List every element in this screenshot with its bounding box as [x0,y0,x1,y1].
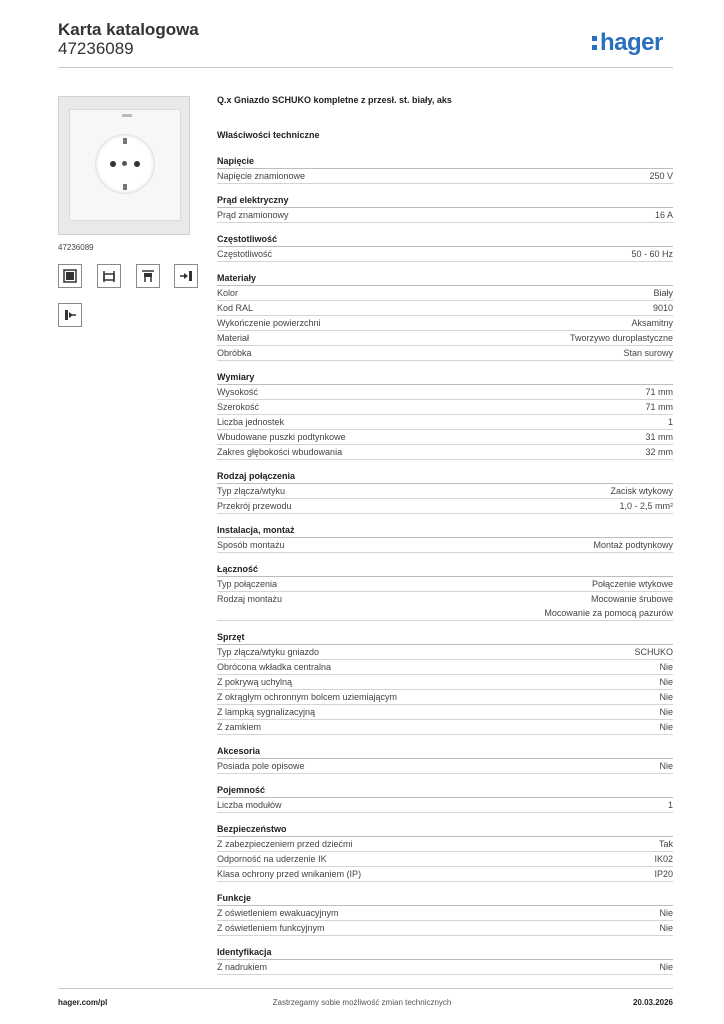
image-caption: 47236089 [58,243,94,252]
spec-row [217,247,673,262]
spec-value [654,852,673,866]
spec-value-line: Nie [659,662,673,672]
logo-mark [592,36,597,50]
product-title: Q.x Gniazdo SCHUKO kompletne z przesł. st. biały, aks [217,95,452,105]
spec-value-line: 31 mm [645,432,673,442]
spec-value-line: Nie [659,722,673,732]
spec-value-line: Nie [659,677,673,687]
spec-value [645,400,673,414]
spec-group [217,155,673,184]
spec-value-line: Mocowanie śrubowe [590,594,673,604]
spec-label: Wbudowane puszki podtynkowe [217,432,346,442]
socket-frame [69,109,181,221]
spec-value-line: Zacisk wtykowy [610,486,673,496]
spec-label: Liczba jednostek [217,417,285,427]
spec-value [659,705,673,719]
spec-value [655,208,673,222]
spec-value-line: Połączenie wtykowe [591,579,673,589]
spec-group-title: Akcesoria [217,745,673,759]
spec-group [217,563,673,621]
spec-value [659,921,673,935]
spec-label: Z zamkiem [217,722,262,732]
spec-row [217,960,673,975]
spec-value-line: Aksamitny [631,318,673,328]
spec-value-line: Nie [659,707,673,717]
spec-group-title: Funkcje [217,892,673,906]
spec-row [217,331,673,346]
spec-group [217,470,673,514]
spec-row [217,690,673,705]
footer-disclaimer: Zastrzegamy sobie możliwość zmian technicznych [272,998,452,1007]
spec-row [217,921,673,936]
spec-value-line: Nie [659,923,673,933]
spec-label: Kod RAL [217,303,254,313]
spec-label: Typ złącza/wtyku [217,486,286,496]
spec-value [634,645,673,659]
spec-row [217,316,673,331]
spec-value-line: 32 mm [645,447,673,457]
spec-value-line: 1 [667,417,673,427]
spec-label: Obróbka [217,348,252,358]
spec-value [668,798,673,812]
spec-label: Typ złącza/wtyku gniazdo [217,647,320,657]
spec-value [653,286,673,300]
spec-row [217,852,673,867]
spec-value-line: 71 mm [645,402,673,412]
spec-value [631,316,673,330]
spec-value-line: 71 mm [645,387,673,397]
surface-mounting-icon [97,264,121,288]
footer-date: 20.03.2026 [632,998,673,1007]
spec-group-title: Pojemność [217,784,673,798]
spec-value-line: 9010 [652,303,673,313]
spec-group-title: Identyfikacja [217,946,673,960]
spec-row [217,906,673,921]
spec-label: Wykończenie powierzchni [217,318,321,328]
spec-value-line: 250 V [649,171,673,181]
spec-row [217,346,673,361]
spec-value [659,660,673,674]
spec-row [217,385,673,400]
spec-label: Prąd znamionowy [217,210,289,220]
page-title: Karta katalogowa [58,20,199,39]
spec-value [631,247,673,261]
spec-row [217,538,673,553]
spec-label: Z oświetleniem ewakuacyjnym [217,908,339,918]
spec-row [217,286,673,301]
spec-row [217,837,673,852]
plug-connection-icon [58,303,82,327]
spec-label: Kolor [217,288,239,298]
spec-value [668,415,673,429]
spec-label: Z okrągłym ochronnym bolcem uziemiającym [217,692,398,702]
logo-text: hager [600,29,663,56]
spec-group-title: Instalacja, montaż [217,524,673,538]
spec-group [217,784,673,813]
spec-label: Z lampką sygnalizacyjną [217,707,316,717]
spec-group [217,892,673,936]
spec-label: Liczba modułów [217,800,282,810]
spec-label: Z zabezpieczeniem przed dziećmi [217,839,353,849]
spec-value [653,301,673,315]
spec-row [217,445,673,460]
spec-value [645,385,673,399]
spec-row [217,705,673,720]
footer-divider [58,988,673,989]
spec-value [659,837,673,851]
header-divider [58,67,673,68]
spec-row [217,169,673,184]
spec-label: Przekrój przewodu [217,501,292,511]
spec-label: Posiada pole opisowe [217,761,305,771]
spec-group [217,194,673,223]
socket-face [95,134,155,194]
spec-row [217,759,673,774]
flush-mounting-icon [58,264,82,288]
spec-row [217,675,673,690]
spec-value-line: IK02 [654,854,673,864]
spec-value [659,675,673,689]
spec-value [659,906,673,920]
spec-label: Odporność na uderzenie IK [217,854,327,864]
spec-value [623,346,673,360]
spec-row [217,301,673,316]
spec-group [217,745,673,774]
spec-value-line: Nie [659,962,673,972]
spec-label: Szerokość [217,402,260,412]
spec-label: Z oświetleniem funkcyjnym [217,923,325,933]
spec-row [217,798,673,813]
spec-row [217,867,673,882]
spec-value [649,169,673,183]
spec-group-title: Łączność [217,563,673,577]
spec-group-title: Częstotliwość [217,233,673,247]
spec-group-title: Napięcie [217,155,673,169]
section-heading: Właściwości techniczne [217,130,320,140]
spec-value [544,592,673,620]
spec-group-title: Materiały [217,272,673,286]
spec-value [659,759,673,773]
spec-group-title: Rodzaj połączenia [217,470,673,484]
product-image [58,96,190,235]
spec-group-title: Sprzęt [217,631,673,645]
spec-value [659,720,673,734]
spec-group [217,631,673,735]
spec-group [217,371,673,460]
spec-label: Klasa ochrony przed wnikaniem (IP) [217,869,362,879]
spec-value [659,960,673,974]
spec-value-line: 1,0 - 2,5 mm² [619,501,673,511]
spec-row [217,592,673,621]
spec-label: Rodzaj montażu [217,594,283,604]
spec-value [570,331,673,345]
spec-row [217,645,673,660]
spec-value-line: Nie [659,692,673,702]
spec-value [645,430,673,444]
spec-value [654,867,673,881]
spec-row [217,499,673,514]
spec-value-line: Biały [653,288,673,298]
spec-value-line: 1 [667,800,673,810]
spec-value-line: Nie [659,908,673,918]
spec-row [217,415,673,430]
spec-group [217,946,673,975]
spec-label: Częstotliwość [217,249,273,259]
spec-row [217,484,673,499]
spec-group-title: Bezpieczeństwo [217,823,673,837]
spec-label: Sposób montażu [217,540,285,550]
spec-group-title: Prąd elektryczny [217,194,673,208]
hager-logo[interactable] [592,30,663,56]
screw-terminal-icon [174,264,198,288]
spec-label: Wysokość [217,387,258,397]
spec-value-line: Nie [659,761,673,771]
specs-table [217,155,673,975]
spec-label: Zakres głębokości wbudowania [217,447,343,457]
spec-label: Napięcie znamionowe [217,171,306,181]
spec-row [217,577,673,592]
spec-label: Obrócona wkładka centralna [217,662,332,672]
spec-row [217,660,673,675]
spec-value-line: Tak [658,839,673,849]
spec-value-line: 16 A [654,210,673,220]
spec-label: Typ połączenia [217,579,278,589]
spec-value-line: Stan surowy [623,348,673,358]
spec-group [217,823,673,882]
footer-website-link[interactable]: hager.com/pl [58,998,108,1007]
spec-value [593,538,673,552]
spec-value-line: SCHUKO [634,647,673,657]
spec-row [217,208,673,223]
spec-row [217,430,673,445]
spec-group [217,233,673,262]
spec-value-line: Tworzywo duroplastyczne [569,333,673,343]
spec-value [592,577,673,591]
spec-label: Z pokrywą uchylną [217,677,293,687]
spec-row [217,400,673,415]
hollow-wall-icon [136,264,160,288]
spec-value [645,445,673,459]
spec-value-line: Mocowanie za pomocą pazurów [544,608,673,618]
spec-value-line: IP20 [654,869,673,879]
spec-value [610,484,673,498]
spec-label: Materiał [217,333,250,343]
spec-value [619,499,673,513]
catalog-number: 47236089 [58,39,134,58]
spec-group [217,524,673,553]
spec-label: Z nadrukiem [217,962,268,972]
spec-group [217,272,673,361]
spec-row [217,720,673,735]
spec-value-line: Montaż podtynkowy [593,540,673,550]
spec-value [659,690,673,704]
spec-value-line: 50 - 60 Hz [631,249,673,259]
spec-group-title: Wymiary [217,371,673,385]
